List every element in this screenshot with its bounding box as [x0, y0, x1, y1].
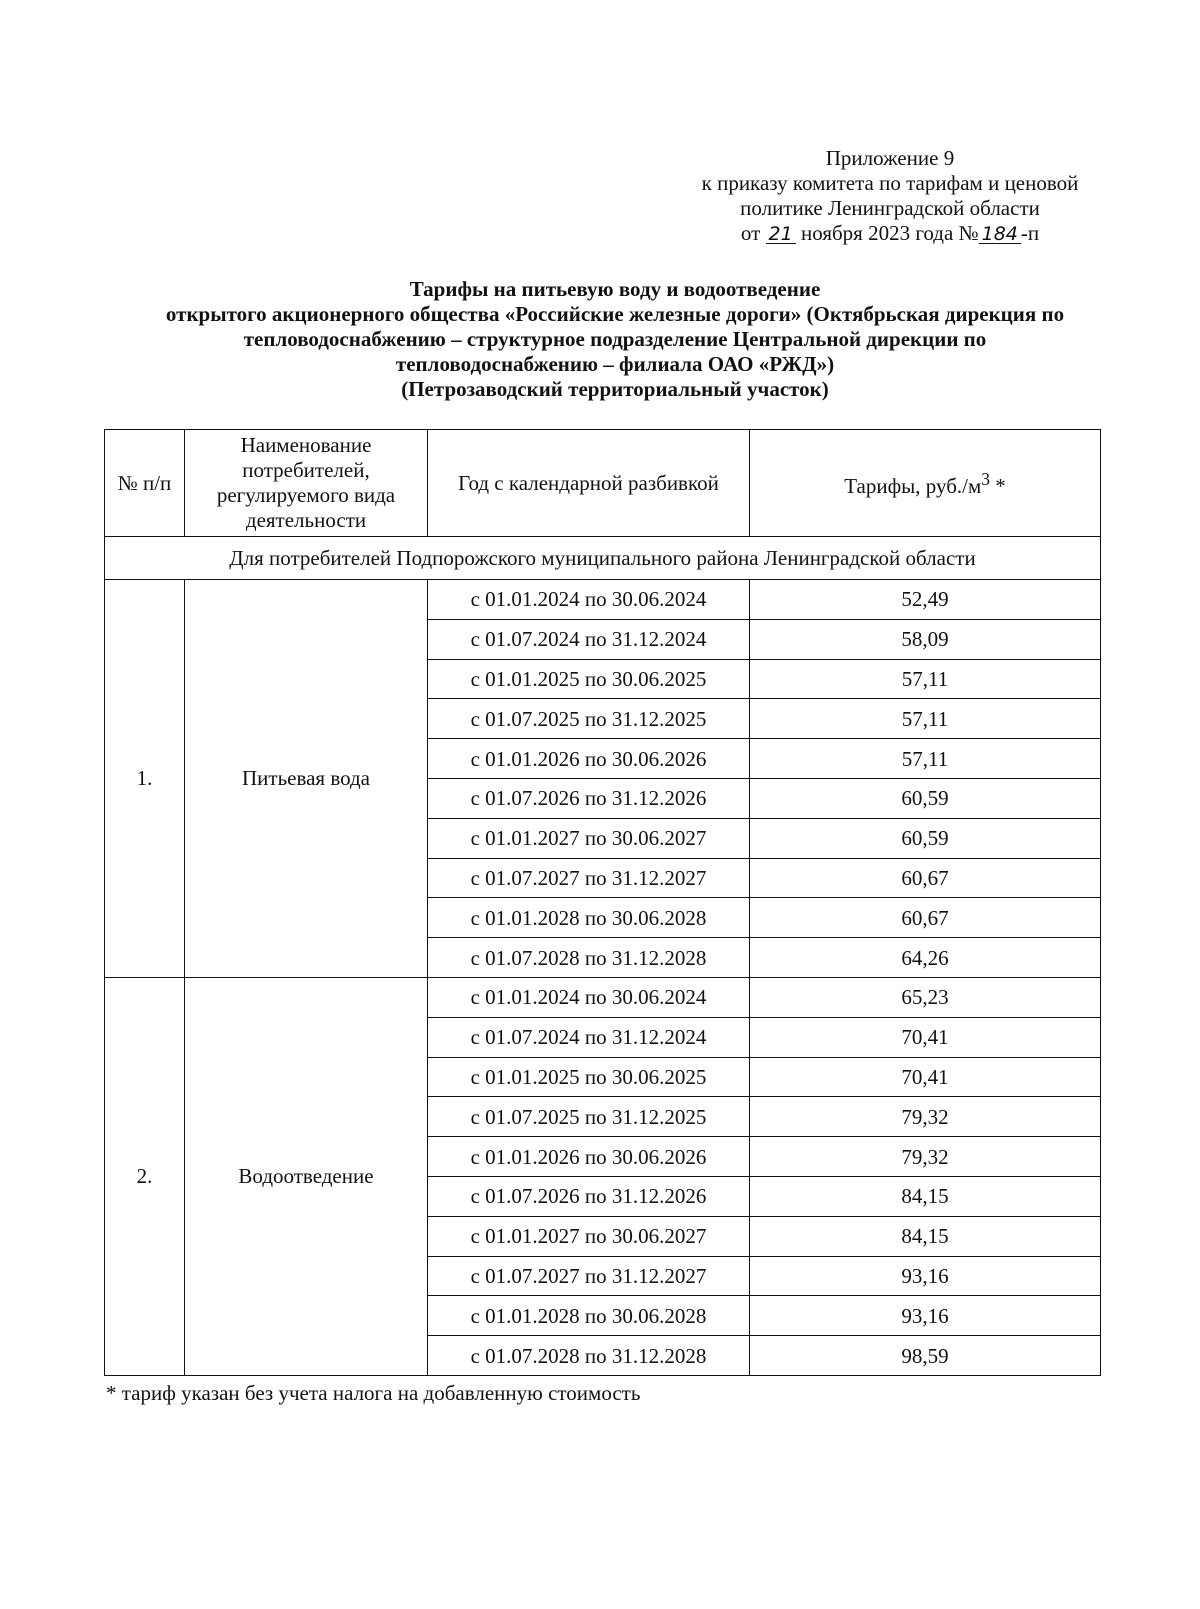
row-number: 2. [105, 977, 185, 1375]
tariff-value-cell: 57,11 [750, 739, 1101, 779]
service-name: Водоотведение [185, 977, 428, 1375]
period-cell: с 01.07.2025 по 31.12.2025 [428, 699, 750, 739]
period-cell: с 01.07.2028 по 31.12.2028 [428, 1336, 750, 1376]
tariff-value-cell: 84,15 [750, 1176, 1101, 1216]
period-cell: с 01.07.2024 по 31.12.2024 [428, 1017, 750, 1057]
tariff-table [104, 429, 1101, 1376]
header-tariff-superscript: 3 [981, 469, 991, 489]
period-cell: с 01.07.2027 по 31.12.2027 [428, 1256, 750, 1296]
document-title [90, 277, 1140, 402]
appendix-date-line [640, 221, 1140, 246]
period-cell: с 01.07.2026 по 31.12.2026 [428, 778, 750, 818]
tariff-value-cell: 52,49 [750, 580, 1101, 620]
tariff-value-cell: 58,09 [750, 619, 1101, 659]
period-cell: с 01.07.2027 по 31.12.2027 [428, 858, 750, 898]
tariff-value-cell: 70,41 [750, 1057, 1101, 1097]
period-cell: с 01.07.2025 по 31.12.2025 [428, 1097, 750, 1137]
tariff-value-cell: 70,41 [750, 1017, 1101, 1057]
handwritten-day: 21 [766, 225, 796, 244]
period-cell: с 01.01.2024 по 30.06.2024 [428, 977, 750, 1017]
tariff-value-cell: 57,11 [750, 699, 1101, 739]
tariff-value-cell: 60,67 [750, 858, 1101, 898]
footnote: * тариф указан без учета налога на добавленную стоимость [106, 1381, 641, 1405]
header-tariff-label: Тарифы, руб./м [844, 474, 982, 498]
tariff-value-cell: 60,59 [750, 778, 1101, 818]
title-line-3: тепловодоснабжению – структурное подразделение Центральной дирекции по [243, 327, 987, 351]
table-header-row [105, 430, 1101, 537]
table-row [105, 580, 1101, 620]
table-row [105, 977, 1101, 1017]
title-line-1: Тарифы на питьевую воду и водоотведение [409, 277, 821, 301]
tariff-value-cell: 93,16 [750, 1256, 1101, 1296]
date-prefix: от [740, 221, 761, 245]
period-cell: с 01.07.2024 по 31.12.2024 [428, 619, 750, 659]
section-label: Для потребителей Подпорожского муниципального района Ленинградской области [105, 537, 1101, 580]
period-cell: с 01.01.2028 по 30.06.2028 [428, 1296, 750, 1336]
title-line-5: (Петрозаводский территориальный участок) [401, 377, 829, 401]
tariff-value-cell: 60,59 [750, 818, 1101, 858]
period-cell: с 01.01.2025 по 30.06.2025 [428, 659, 750, 699]
period-cell: с 01.07.2028 по 31.12.2028 [428, 938, 750, 978]
tariff-value-cell: 79,32 [750, 1137, 1101, 1177]
tariff-value-cell: 93,16 [750, 1296, 1101, 1336]
appendix-number: Приложение 9 [825, 146, 955, 170]
order-suffix: -п [1020, 221, 1040, 245]
period-cell: с 01.01.2027 по 30.06.2027 [428, 818, 750, 858]
appendix-order-reference: к приказу комитета по тарифам и ценовой [701, 171, 1079, 195]
tariff-value-cell: 79,32 [750, 1097, 1101, 1137]
tariff-value-cell: 65,23 [750, 977, 1101, 1017]
period-cell: с 01.01.2028 по 30.06.2028 [428, 898, 750, 938]
header-consumer-name: Наименование потребителей, регулируемого вида деятельности [185, 430, 428, 537]
period-cell: с 01.01.2024 по 30.06.2024 [428, 580, 750, 620]
tariff-value-cell: 98,59 [750, 1336, 1101, 1376]
period-cell: с 01.01.2026 по 30.06.2026 [428, 1137, 750, 1177]
header-number: № п/п [105, 430, 185, 537]
header-tariff-asterisk: * [990, 474, 1006, 498]
row-number: 1. [105, 580, 185, 978]
section-row [105, 537, 1101, 580]
handwritten-order-number: 184 [979, 225, 1021, 244]
header-tariff [750, 430, 1101, 537]
appendix-committee: политике Ленинградской области [740, 196, 1040, 220]
date-rest: ноября 2023 года № [800, 221, 979, 245]
period-cell: с 01.01.2025 по 30.06.2025 [428, 1057, 750, 1097]
period-cell: с 01.07.2026 по 31.12.2026 [428, 1176, 750, 1216]
period-cell: с 01.01.2026 по 30.06.2026 [428, 739, 750, 779]
appendix-header [640, 146, 1140, 246]
title-line-4: тепловодоснабжению – филиала ОАО «РЖД») [395, 352, 835, 376]
period-cell: с 01.01.2027 по 30.06.2027 [428, 1216, 750, 1256]
tariff-value-cell: 57,11 [750, 659, 1101, 699]
tariff-value-cell: 84,15 [750, 1216, 1101, 1256]
title-line-2: открытого акционерного общества «Российские железные дороги» (Октябрьская дирекция по [165, 302, 1065, 326]
tariff-value-cell: 60,67 [750, 898, 1101, 938]
service-name: Питьевая вода [185, 580, 428, 978]
tariff-value-cell: 64,26 [750, 938, 1101, 978]
header-period: Год с календарной разбивкой [428, 430, 750, 537]
